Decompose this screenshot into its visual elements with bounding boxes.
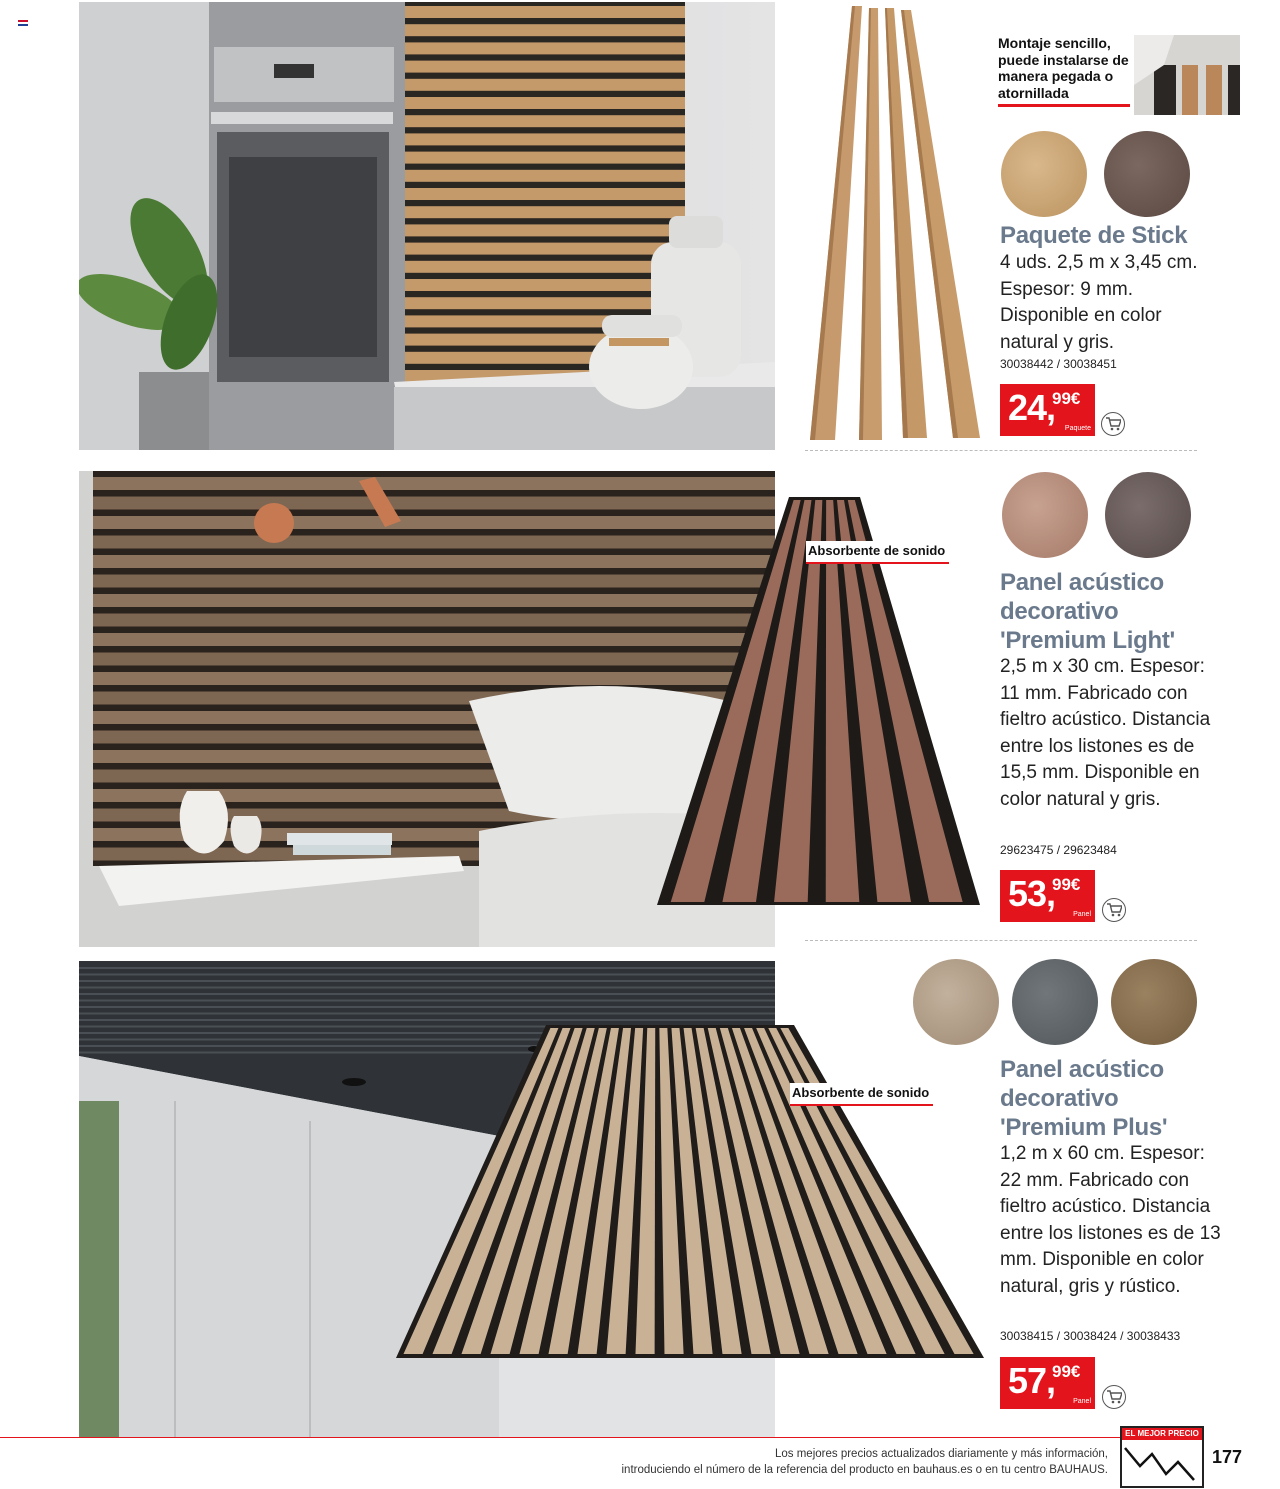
cart-icon[interactable] bbox=[1102, 898, 1126, 922]
best-price-badge bbox=[1120, 1426, 1204, 1488]
price-unit: Paquete bbox=[1064, 425, 1091, 432]
product-title-premium-light: Panel acústico decorativo 'Premium Light' bbox=[1000, 569, 1175, 654]
product-title-stick: Paquete de Stick bbox=[1000, 222, 1188, 249]
product-refs-premium-light: 29623475 / 29623484 bbox=[1000, 843, 1117, 857]
swatch-natural bbox=[913, 959, 999, 1045]
price-trend-icon bbox=[1122, 1440, 1198, 1484]
price-integer: 57, bbox=[1008, 1360, 1056, 1401]
swatch-gray bbox=[1012, 959, 1098, 1045]
mounting-callout bbox=[998, 35, 1130, 107]
product-desc-premium-light: 2,5 m x 30 cm. Espesor: 11 mm. Fabricado con fieltro acústico. Distancia entre los listones es de 15,5 mm. Disponible en color natural y gris. bbox=[1000, 656, 1211, 810]
cart-icon[interactable] bbox=[1101, 412, 1125, 436]
price-tag-premium-plus bbox=[1000, 1357, 1095, 1409]
price-unit: Panel bbox=[1073, 1398, 1091, 1405]
price-tag-stick bbox=[1000, 384, 1095, 436]
price-integer: 24, bbox=[1008, 387, 1056, 428]
price-tag-premium-light bbox=[1000, 870, 1095, 922]
product-desc-premium-plus: 1,2 m x 60 cm. Espesor: 22 mm. Fabricado con fieltro acústico. Distancia entre los listones es de 13 mm. Disponible en color natural, gris y rústico. bbox=[1000, 1143, 1221, 1297]
page-number: 177 bbox=[1212, 1447, 1243, 1467]
sound-absorbing-tag: Absorbente de sonido bbox=[806, 541, 949, 564]
footer-text bbox=[622, 1446, 1109, 1478]
sound-absorbing-tag: Absorbente de sonido bbox=[790, 1083, 933, 1106]
footer-rule bbox=[0, 1437, 1120, 1438]
cart-icon[interactable] bbox=[1102, 1385, 1126, 1409]
price-decimal: 99€ bbox=[1052, 389, 1081, 408]
best-price-label: EL MEJOR PRECIO bbox=[1122, 1428, 1202, 1440]
price-decimal: 99€ bbox=[1052, 875, 1081, 894]
product-refs-premium-plus: 30038415 / 30038424 / 30038433 bbox=[1000, 1329, 1181, 1343]
divider bbox=[805, 940, 1197, 941]
swatch-natural bbox=[1002, 472, 1088, 558]
premium-plus-panel-photo bbox=[394, 1020, 984, 1365]
product-title-premium-plus: Panel acústico decorativo 'Premium Plus' bbox=[1000, 1056, 1168, 1141]
stick-product-photo bbox=[805, 2, 995, 442]
flag-icon bbox=[18, 20, 28, 26]
divider bbox=[805, 450, 1197, 451]
swatch-gray bbox=[1105, 472, 1191, 558]
kitchen-photo bbox=[79, 2, 775, 450]
mounting-detail-photo bbox=[1134, 35, 1240, 115]
mounting-callout-text: Montaje sencillo, puede instalarse de manera pegada o atornillada bbox=[998, 35, 1129, 101]
swatch-rustic bbox=[1111, 959, 1197, 1045]
product-desc-stick: 4 uds. 2,5 m x 3,45 cm. Espesor: 9 mm. Disponible en color natural y gris. bbox=[1000, 252, 1198, 353]
swatch-natural bbox=[1001, 131, 1087, 217]
product-refs-stick: 30038442 / 30038451 bbox=[1000, 357, 1117, 371]
footer-line-2: introduciendo el número de la referencia del producto en bauhaus.es o en tu centro BAUHAUS. bbox=[621, 1464, 1108, 1476]
price-unit: Panel bbox=[1073, 911, 1091, 918]
price-integer: 53, bbox=[1008, 873, 1056, 914]
price-decimal: 99€ bbox=[1052, 1362, 1081, 1381]
footer-line-1: Los mejores precios actualizados diariamente y más información, bbox=[774, 1448, 1108, 1460]
swatch-gray bbox=[1104, 131, 1190, 217]
